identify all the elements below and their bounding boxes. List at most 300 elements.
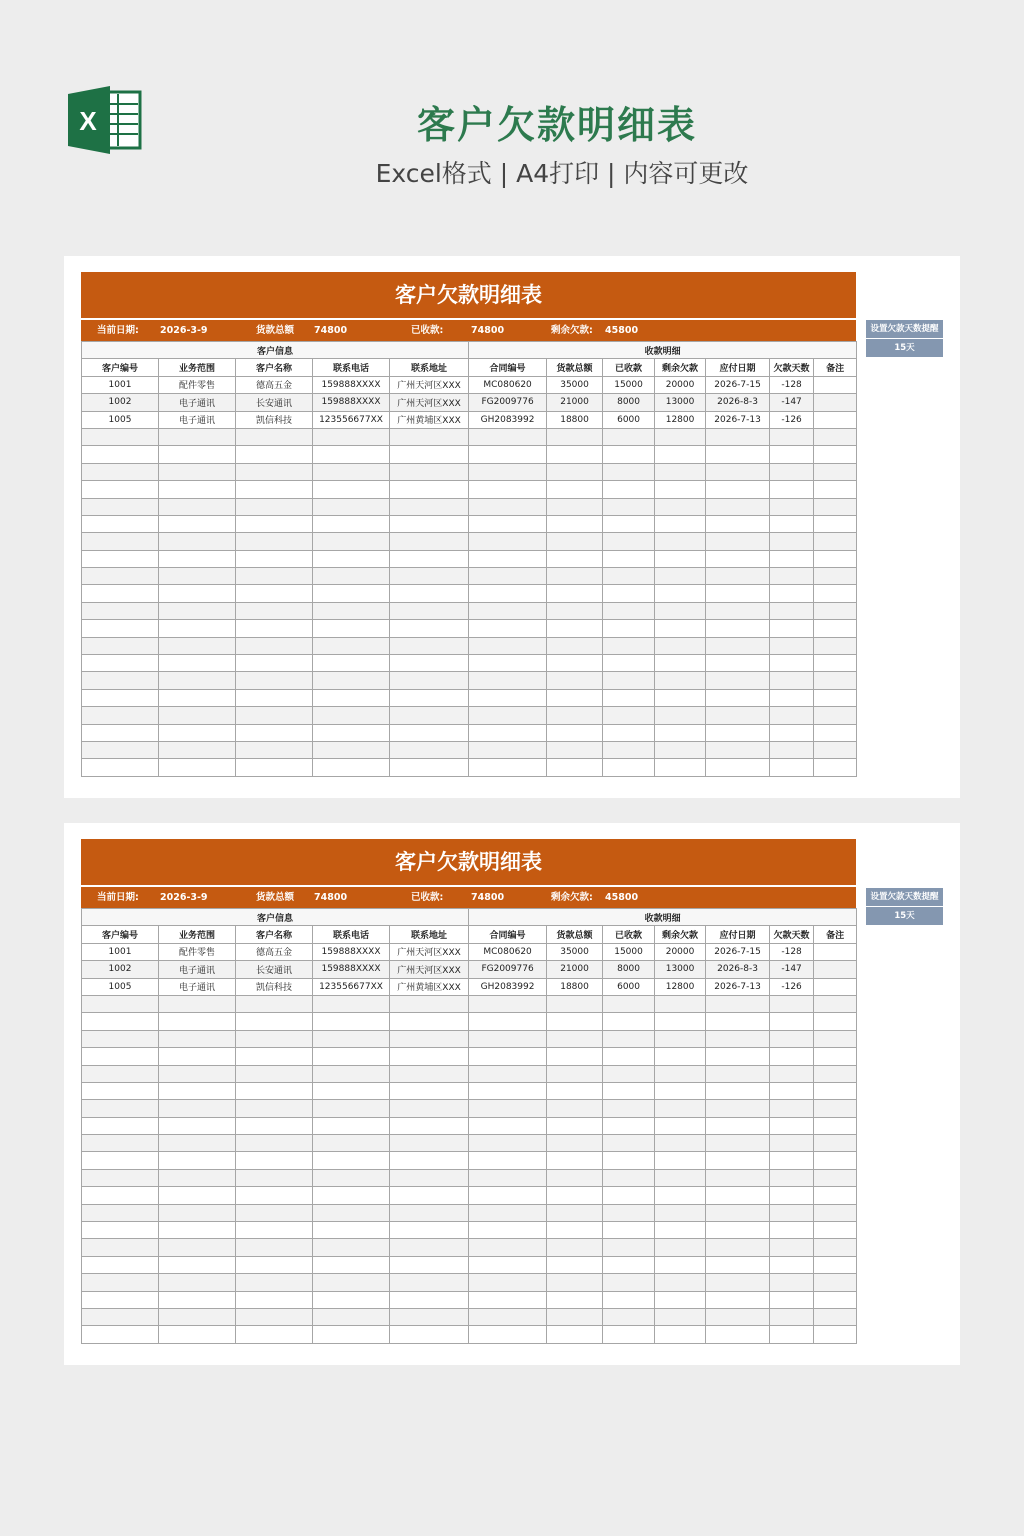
empty-cell[interactable]	[313, 707, 390, 724]
table-cell[interactable]: 广州天河区XXX	[390, 376, 469, 393]
empty-cell[interactable]	[390, 1117, 469, 1134]
empty-row[interactable]	[82, 1135, 857, 1152]
empty-cell[interactable]	[159, 689, 236, 706]
empty-cell[interactable]	[814, 655, 857, 672]
empty-cell[interactable]	[236, 1117, 313, 1134]
empty-cell[interactable]	[547, 1222, 603, 1239]
empty-cell[interactable]	[390, 1326, 469, 1343]
empty-cell[interactable]	[655, 1169, 706, 1186]
empty-cell[interactable]	[603, 995, 655, 1012]
empty-cell[interactable]	[603, 672, 655, 689]
empty-cell[interactable]	[313, 759, 390, 776]
empty-row[interactable]	[82, 515, 857, 532]
empty-cell[interactable]	[82, 741, 159, 758]
empty-cell[interactable]	[814, 515, 857, 532]
empty-cell[interactable]	[603, 1013, 655, 1030]
empty-row[interactable]	[82, 1326, 857, 1343]
empty-cell[interactable]	[706, 585, 770, 602]
empty-cell[interactable]	[159, 602, 236, 619]
empty-cell[interactable]	[770, 689, 814, 706]
empty-cell[interactable]	[469, 707, 547, 724]
empty-cell[interactable]	[313, 1326, 390, 1343]
empty-cell[interactable]	[469, 1048, 547, 1065]
empty-cell[interactable]	[159, 1274, 236, 1291]
table-cell[interactable]: 电子通讯	[159, 411, 236, 428]
empty-cell[interactable]	[236, 1152, 313, 1169]
empty-cell[interactable]	[390, 1065, 469, 1082]
table-cell[interactable]: 2026-7-13	[706, 411, 770, 428]
empty-cell[interactable]	[469, 1013, 547, 1030]
empty-cell[interactable]	[82, 995, 159, 1012]
empty-cell[interactable]	[603, 515, 655, 532]
empty-cell[interactable]	[82, 1239, 159, 1256]
empty-cell[interactable]	[469, 1274, 547, 1291]
empty-cell[interactable]	[770, 1013, 814, 1030]
empty-cell[interactable]	[655, 498, 706, 515]
empty-cell[interactable]	[390, 741, 469, 758]
empty-cell[interactable]	[547, 585, 603, 602]
table-row[interactable]	[82, 394, 857, 411]
empty-cell[interactable]	[236, 741, 313, 758]
empty-cell[interactable]	[313, 568, 390, 585]
empty-cell[interactable]	[547, 741, 603, 758]
empty-cell[interactable]	[236, 1222, 313, 1239]
empty-cell[interactable]	[390, 481, 469, 498]
empty-cell[interactable]	[469, 1204, 547, 1221]
empty-cell[interactable]	[390, 1100, 469, 1117]
empty-cell[interactable]	[159, 1100, 236, 1117]
empty-cell[interactable]	[159, 1169, 236, 1186]
empty-cell[interactable]	[814, 1065, 857, 1082]
empty-cell[interactable]	[547, 995, 603, 1012]
empty-cell[interactable]	[814, 995, 857, 1012]
empty-cell[interactable]	[706, 602, 770, 619]
empty-cell[interactable]	[159, 1048, 236, 1065]
table-cell[interactable]: 13000	[655, 394, 706, 411]
empty-cell[interactable]	[655, 707, 706, 724]
empty-cell[interactable]	[547, 707, 603, 724]
empty-cell[interactable]	[770, 1291, 814, 1308]
empty-cell[interactable]	[814, 1082, 857, 1099]
table-cell[interactable]: 配件零售	[159, 943, 236, 960]
empty-cell[interactable]	[313, 1291, 390, 1308]
empty-row[interactable]	[82, 637, 857, 654]
empty-cell[interactable]	[770, 446, 814, 463]
empty-cell[interactable]	[390, 1187, 469, 1204]
empty-cell[interactable]	[313, 1308, 390, 1325]
empty-cell[interactable]	[603, 1048, 655, 1065]
empty-cell[interactable]	[547, 602, 603, 619]
empty-cell[interactable]	[814, 498, 857, 515]
table-row[interactable]	[82, 943, 857, 960]
empty-cell[interactable]	[770, 995, 814, 1012]
empty-cell[interactable]	[313, 741, 390, 758]
empty-cell[interactable]	[770, 1082, 814, 1099]
empty-cell[interactable]	[390, 1256, 469, 1273]
empty-cell[interactable]	[770, 1135, 814, 1152]
empty-cell[interactable]	[82, 637, 159, 654]
empty-cell[interactable]	[236, 672, 313, 689]
empty-row[interactable]	[82, 463, 857, 480]
empty-cell[interactable]	[814, 550, 857, 567]
table-cell[interactable]	[814, 961, 857, 978]
empty-cell[interactable]	[706, 463, 770, 480]
empty-cell[interactable]	[390, 707, 469, 724]
empty-cell[interactable]	[770, 1204, 814, 1221]
empty-row[interactable]	[82, 724, 857, 741]
empty-cell[interactable]	[547, 515, 603, 532]
empty-cell[interactable]	[159, 1222, 236, 1239]
empty-cell[interactable]	[814, 1326, 857, 1343]
empty-cell[interactable]	[770, 637, 814, 654]
table-cell[interactable]: 配件零售	[159, 376, 236, 393]
empty-cell[interactable]	[236, 995, 313, 1012]
empty-cell[interactable]	[159, 1082, 236, 1099]
empty-cell[interactable]	[469, 620, 547, 637]
empty-cell[interactable]	[603, 1204, 655, 1221]
empty-cell[interactable]	[159, 1065, 236, 1082]
empty-cell[interactable]	[82, 1204, 159, 1221]
empty-cell[interactable]	[547, 1308, 603, 1325]
empty-row[interactable]	[82, 655, 857, 672]
empty-cell[interactable]	[814, 689, 857, 706]
empty-cell[interactable]	[547, 724, 603, 741]
empty-cell[interactable]	[236, 1048, 313, 1065]
empty-cell[interactable]	[390, 1204, 469, 1221]
table-cell[interactable]: 广州天河区XXX	[390, 943, 469, 960]
empty-cell[interactable]	[390, 446, 469, 463]
empty-cell[interactable]	[82, 568, 159, 585]
empty-cell[interactable]	[547, 689, 603, 706]
empty-row[interactable]	[82, 1308, 857, 1325]
empty-cell[interactable]	[313, 995, 390, 1012]
empty-row[interactable]	[82, 602, 857, 619]
empty-cell[interactable]	[469, 637, 547, 654]
empty-row[interactable]	[82, 672, 857, 689]
empty-cell[interactable]	[547, 1291, 603, 1308]
empty-cell[interactable]	[313, 655, 390, 672]
table-cell[interactable]	[814, 376, 857, 393]
table-cell[interactable]: 35000	[547, 376, 603, 393]
empty-cell[interactable]	[706, 550, 770, 567]
empty-cell[interactable]	[655, 724, 706, 741]
empty-cell[interactable]	[313, 1239, 390, 1256]
empty-row[interactable]	[82, 550, 857, 567]
table-cell[interactable]: 15000	[603, 943, 655, 960]
empty-cell[interactable]	[655, 463, 706, 480]
empty-cell[interactable]	[706, 637, 770, 654]
empty-cell[interactable]	[390, 533, 469, 550]
empty-cell[interactable]	[82, 446, 159, 463]
empty-cell[interactable]	[159, 1204, 236, 1221]
empty-cell[interactable]	[603, 1187, 655, 1204]
empty-cell[interactable]	[706, 428, 770, 445]
empty-cell[interactable]	[814, 463, 857, 480]
empty-cell[interactable]	[313, 1117, 390, 1134]
empty-cell[interactable]	[770, 1274, 814, 1291]
empty-row[interactable]	[82, 1256, 857, 1273]
empty-cell[interactable]	[547, 1204, 603, 1221]
empty-cell[interactable]	[159, 481, 236, 498]
empty-cell[interactable]	[159, 446, 236, 463]
empty-cell[interactable]	[390, 463, 469, 480]
empty-cell[interactable]	[469, 1256, 547, 1273]
empty-cell[interactable]	[603, 1030, 655, 1047]
table-cell[interactable]: 6000	[603, 978, 655, 995]
empty-cell[interactable]	[159, 655, 236, 672]
empty-cell[interactable]	[390, 1291, 469, 1308]
empty-cell[interactable]	[313, 1222, 390, 1239]
empty-cell[interactable]	[82, 689, 159, 706]
empty-cell[interactable]	[390, 1222, 469, 1239]
empty-cell[interactable]	[82, 1135, 159, 1152]
table-cell[interactable]: 1002	[82, 394, 159, 411]
empty-cell[interactable]	[82, 1030, 159, 1047]
table-cell[interactable]	[814, 978, 857, 995]
empty-cell[interactable]	[236, 1274, 313, 1291]
empty-cell[interactable]	[547, 446, 603, 463]
empty-cell[interactable]	[390, 1274, 469, 1291]
empty-cell[interactable]	[236, 481, 313, 498]
empty-cell[interactable]	[236, 568, 313, 585]
empty-cell[interactable]	[313, 1082, 390, 1099]
empty-cell[interactable]	[814, 481, 857, 498]
empty-cell[interactable]	[390, 637, 469, 654]
empty-cell[interactable]	[313, 1187, 390, 1204]
empty-cell[interactable]	[770, 1239, 814, 1256]
empty-cell[interactable]	[82, 498, 159, 515]
empty-cell[interactable]	[770, 463, 814, 480]
empty-cell[interactable]	[603, 1152, 655, 1169]
table-row[interactable]	[82, 961, 857, 978]
empty-cell[interactable]	[814, 637, 857, 654]
empty-cell[interactable]	[82, 550, 159, 567]
empty-cell[interactable]	[603, 1117, 655, 1134]
empty-cell[interactable]	[603, 1082, 655, 1099]
empty-row[interactable]	[82, 1169, 857, 1186]
empty-cell[interactable]	[655, 1274, 706, 1291]
table-cell[interactable]	[814, 411, 857, 428]
empty-cell[interactable]	[603, 620, 655, 637]
empty-cell[interactable]	[706, 1222, 770, 1239]
empty-cell[interactable]	[469, 741, 547, 758]
empty-cell[interactable]	[82, 1152, 159, 1169]
empty-cell[interactable]	[469, 1152, 547, 1169]
empty-cell[interactable]	[655, 672, 706, 689]
empty-cell[interactable]	[469, 533, 547, 550]
table-cell[interactable]: GH2083992	[469, 978, 547, 995]
empty-cell[interactable]	[603, 637, 655, 654]
empty-cell[interactable]	[82, 1013, 159, 1030]
empty-cell[interactable]	[469, 1117, 547, 1134]
empty-cell[interactable]	[706, 1048, 770, 1065]
empty-cell[interactable]	[706, 1308, 770, 1325]
table-cell[interactable]: 1005	[82, 411, 159, 428]
table-cell[interactable]: FG2009776	[469, 961, 547, 978]
empty-cell[interactable]	[770, 1169, 814, 1186]
empty-cell[interactable]	[236, 707, 313, 724]
table-cell[interactable]: FG2009776	[469, 394, 547, 411]
empty-cell[interactable]	[313, 446, 390, 463]
empty-cell[interactable]	[236, 550, 313, 567]
empty-cell[interactable]	[655, 637, 706, 654]
empty-cell[interactable]	[814, 620, 857, 637]
empty-cell[interactable]	[655, 481, 706, 498]
empty-cell[interactable]	[814, 602, 857, 619]
empty-cell[interactable]	[469, 1135, 547, 1152]
empty-cell[interactable]	[706, 1082, 770, 1099]
empty-cell[interactable]	[236, 1013, 313, 1030]
empty-cell[interactable]	[814, 741, 857, 758]
empty-cell[interactable]	[655, 1065, 706, 1082]
empty-cell[interactable]	[770, 1065, 814, 1082]
empty-cell[interactable]	[603, 550, 655, 567]
empty-cell[interactable]	[313, 481, 390, 498]
empty-cell[interactable]	[82, 1169, 159, 1186]
empty-cell[interactable]	[814, 1100, 857, 1117]
table-row[interactable]	[82, 411, 857, 428]
empty-cell[interactable]	[313, 1065, 390, 1082]
empty-cell[interactable]	[159, 1117, 236, 1134]
empty-cell[interactable]	[706, 1065, 770, 1082]
empty-cell[interactable]	[814, 1239, 857, 1256]
empty-cell[interactable]	[547, 1065, 603, 1082]
empty-cell[interactable]	[655, 1326, 706, 1343]
table-cell[interactable]: -147	[770, 394, 814, 411]
empty-cell[interactable]	[469, 689, 547, 706]
table-cell[interactable]: 20000	[655, 376, 706, 393]
empty-cell[interactable]	[159, 515, 236, 532]
empty-cell[interactable]	[814, 672, 857, 689]
empty-cell[interactable]	[469, 724, 547, 741]
empty-cell[interactable]	[82, 602, 159, 619]
empty-cell[interactable]	[655, 1135, 706, 1152]
empty-cell[interactable]	[814, 1169, 857, 1186]
empty-cell[interactable]	[814, 1187, 857, 1204]
empty-cell[interactable]	[603, 446, 655, 463]
empty-cell[interactable]	[469, 655, 547, 672]
empty-cell[interactable]	[706, 1239, 770, 1256]
empty-cell[interactable]	[655, 1100, 706, 1117]
table-cell[interactable]: 21000	[547, 961, 603, 978]
empty-row[interactable]	[82, 498, 857, 515]
empty-cell[interactable]	[390, 620, 469, 637]
table-cell[interactable]: 15000	[603, 376, 655, 393]
empty-cell[interactable]	[390, 1082, 469, 1099]
empty-row[interactable]	[82, 1048, 857, 1065]
empty-cell[interactable]	[159, 724, 236, 741]
empty-cell[interactable]	[159, 428, 236, 445]
empty-cell[interactable]	[469, 672, 547, 689]
empty-cell[interactable]	[770, 568, 814, 585]
empty-cell[interactable]	[236, 533, 313, 550]
empty-cell[interactable]	[159, 585, 236, 602]
empty-cell[interactable]	[390, 995, 469, 1012]
empty-cell[interactable]	[159, 995, 236, 1012]
empty-cell[interactable]	[770, 1326, 814, 1343]
empty-cell[interactable]	[159, 1291, 236, 1308]
empty-cell[interactable]	[313, 1204, 390, 1221]
empty-cell[interactable]	[655, 1013, 706, 1030]
empty-cell[interactable]	[706, 533, 770, 550]
empty-cell[interactable]	[313, 672, 390, 689]
empty-row[interactable]	[82, 1100, 857, 1117]
table-cell[interactable]: 159888XXXX	[313, 376, 390, 393]
empty-cell[interactable]	[82, 759, 159, 776]
empty-row[interactable]	[82, 481, 857, 498]
empty-cell[interactable]	[469, 1326, 547, 1343]
empty-cell[interactable]	[770, 428, 814, 445]
table-cell[interactable]: 长安通讯	[236, 961, 313, 978]
empty-cell[interactable]	[706, 1117, 770, 1134]
empty-cell[interactable]	[814, 568, 857, 585]
empty-cell[interactable]	[770, 585, 814, 602]
table-cell[interactable]: 8000	[603, 961, 655, 978]
empty-cell[interactable]	[390, 1013, 469, 1030]
empty-row[interactable]	[82, 585, 857, 602]
empty-cell[interactable]	[655, 1117, 706, 1134]
empty-cell[interactable]	[655, 1256, 706, 1273]
empty-cell[interactable]	[313, 1169, 390, 1186]
empty-cell[interactable]	[770, 550, 814, 567]
empty-cell[interactable]	[770, 1048, 814, 1065]
empty-cell[interactable]	[82, 1291, 159, 1308]
empty-cell[interactable]	[390, 585, 469, 602]
empty-cell[interactable]	[313, 533, 390, 550]
empty-cell[interactable]	[770, 672, 814, 689]
empty-cell[interactable]	[313, 620, 390, 637]
empty-cell[interactable]	[236, 463, 313, 480]
empty-cell[interactable]	[547, 1274, 603, 1291]
empty-cell[interactable]	[770, 707, 814, 724]
empty-cell[interactable]	[82, 672, 159, 689]
empty-cell[interactable]	[603, 1100, 655, 1117]
empty-cell[interactable]	[469, 602, 547, 619]
empty-cell[interactable]	[313, 463, 390, 480]
empty-row[interactable]	[82, 533, 857, 550]
empty-cell[interactable]	[706, 1326, 770, 1343]
empty-cell[interactable]	[547, 1082, 603, 1099]
empty-cell[interactable]	[770, 620, 814, 637]
empty-row[interactable]	[82, 1291, 857, 1308]
empty-cell[interactable]	[236, 498, 313, 515]
empty-cell[interactable]	[236, 1308, 313, 1325]
empty-cell[interactable]	[236, 637, 313, 654]
empty-cell[interactable]	[82, 1308, 159, 1325]
empty-cell[interactable]	[313, 1013, 390, 1030]
empty-cell[interactable]	[603, 498, 655, 515]
empty-cell[interactable]	[655, 1308, 706, 1325]
empty-cell[interactable]	[82, 1274, 159, 1291]
empty-cell[interactable]	[706, 446, 770, 463]
empty-cell[interactable]	[655, 602, 706, 619]
empty-cell[interactable]	[469, 481, 547, 498]
empty-cell[interactable]	[469, 568, 547, 585]
empty-cell[interactable]	[547, 428, 603, 445]
empty-cell[interactable]	[655, 1082, 706, 1099]
empty-cell[interactable]	[159, 1256, 236, 1273]
table-cell[interactable]: 1001	[82, 376, 159, 393]
empty-cell[interactable]	[159, 1152, 236, 1169]
empty-cell[interactable]	[814, 1048, 857, 1065]
empty-cell[interactable]	[547, 533, 603, 550]
table-cell[interactable]: -147	[770, 961, 814, 978]
empty-cell[interactable]	[82, 1256, 159, 1273]
empty-cell[interactable]	[814, 707, 857, 724]
table-cell[interactable]: 21000	[547, 394, 603, 411]
empty-cell[interactable]	[814, 428, 857, 445]
empty-cell[interactable]	[770, 655, 814, 672]
